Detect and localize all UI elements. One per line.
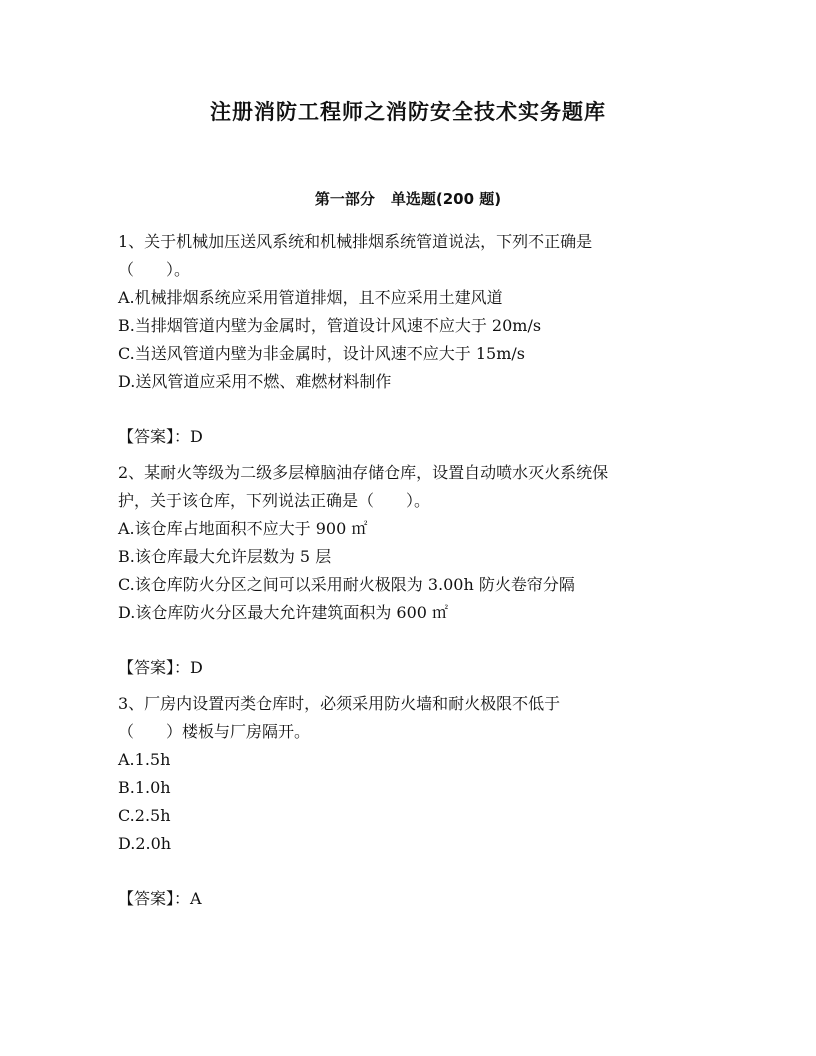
section-title [0, 188, 816, 209]
question-stem-line: （ ）。 [118, 260, 191, 279]
answer-label: 【答案】： [118, 427, 191, 446]
option-b: B.1.0h [118, 778, 171, 797]
question-stem-line: 1、关于机械加压送风系统和机械排烟系统管道说法，下列不正确是 [118, 232, 593, 251]
option-a: A.机械排烟系统应采用管道排烟，且不应采用土建风道 [118, 288, 503, 307]
option-d: D.该仓库防火分区最大允许建筑面积为 600 ㎡ [118, 603, 449, 622]
question-3 [118, 690, 718, 913]
question-stem-line: （ ）楼板与厂房隔开。 [118, 722, 311, 741]
section-part: 第一部分 [314, 190, 375, 208]
answer-value: A [190, 889, 202, 908]
option-b: B.当排烟管道内壁为金属时，管道设计风速不应大于 20m/s [118, 316, 542, 335]
option-a: A.该仓库占地面积不应大于 900 ㎡ [118, 519, 368, 538]
section-name: 单选题(200 题) [390, 190, 502, 208]
question-stem-line: 护，关于该仓库，下列说法正确是（ ）。 [118, 491, 431, 510]
question-1 [118, 228, 718, 451]
answer-value: D [190, 658, 203, 677]
question-list [118, 228, 718, 921]
answer-line [118, 885, 718, 913]
question-stem-line: 2、某耐火等级为二级多层樟脑油存储仓库，设置自动喷水灭火系统保 [118, 463, 609, 482]
question-2 [118, 459, 718, 682]
answer-label: 【答案】： [118, 658, 191, 677]
answer-value: D [190, 427, 203, 446]
option-d: D.送风管道应采用不燃、难燃材料制作 [118, 372, 392, 391]
option-a: A.1.5h [118, 750, 171, 769]
answer-line [118, 654, 718, 682]
answer-label: 【答案】： [118, 889, 191, 908]
option-d: D.2.0h [118, 834, 172, 853]
question-stem-line: 3、厂房内设置丙类仓库时，必须采用防火墙和耐火极限不低于 [118, 694, 561, 713]
option-c: C.2.5h [118, 806, 171, 825]
option-b: B.该仓库最大允许层数为 5 层 [118, 547, 332, 566]
option-c: C.当送风管道内壁为非金属时，设计风速不应大于 15m/s [118, 344, 525, 363]
answer-line [118, 423, 718, 451]
option-c: C.该仓库防火分区之间可以采用耐火极限为 3.00h 防火卷帘分隔 [118, 575, 575, 594]
page-title: 注册消防工程师之消防安全技术实务题库 [210, 100, 606, 124]
